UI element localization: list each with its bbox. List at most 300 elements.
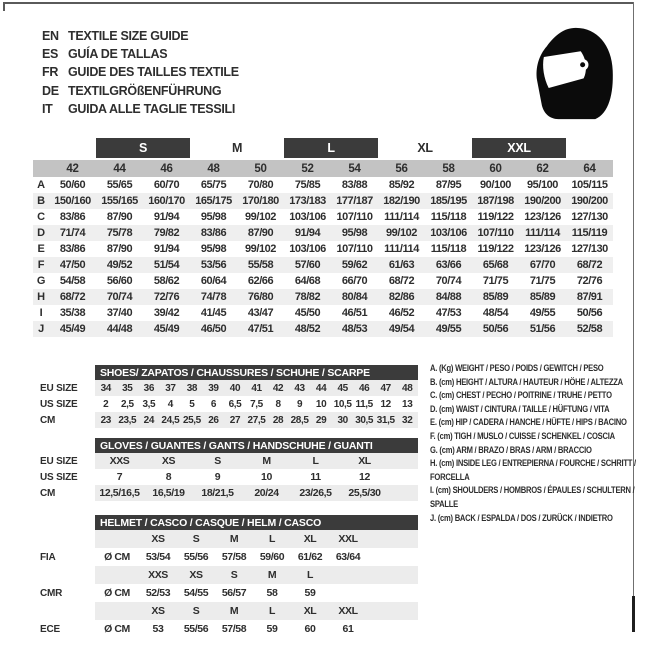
- size-table-body: [33, 177, 613, 337]
- gloves-row: [33, 485, 418, 501]
- legend-item: F. (cm) TIGH / MUSLO / CUISSE / SCHENKEL / COSCIA: [430, 430, 615, 442]
- size-value-cell: 78/82: [294, 291, 321, 303]
- shoes-value-cell: 12: [380, 398, 391, 410]
- shoes-row: [33, 412, 418, 428]
- size-value-cell: 71/75: [529, 275, 556, 287]
- size-value-cell: 103/106: [289, 211, 326, 223]
- gloves-value-cell: L: [312, 455, 319, 467]
- gloves-header-bar: GLOVES / GUANTES / GANTS / HANDSCHUHE / GUANTI: [95, 438, 418, 453]
- size-value-cell: 83/86: [59, 243, 86, 255]
- size-value-cell: 83/86: [59, 211, 86, 223]
- shoes-value-cell: 40: [229, 382, 241, 394]
- size-group-xl: XL: [417, 141, 433, 155]
- shoes-header-bar: SHOES/ ZAPATOS / CHAUSSURES / SCHUHE / SCARPE: [95, 365, 418, 380]
- scrollbar-thumb[interactable]: [632, 596, 635, 632]
- shoes-value-cell: 32: [402, 414, 413, 426]
- gloves-value-cell: 23/26,5: [299, 487, 332, 499]
- legend-item: D. (cm) WAIST / CINTURA / TAILLE / HÜFTUNG / VITA: [430, 403, 610, 415]
- size-column-header: 62: [536, 162, 549, 175]
- language-row: [42, 27, 239, 45]
- size-value-cell: 60/70: [153, 179, 180, 191]
- helmet-size-value: 57/58: [221, 551, 247, 563]
- shoes-value-cell: 30: [337, 414, 348, 426]
- shoes-value-cell: 37: [165, 382, 176, 394]
- shoes-value-cell: 35: [122, 382, 133, 394]
- size-value-cell: 50/56: [482, 323, 509, 335]
- size-value-cell: 65/75: [200, 179, 227, 191]
- size-value-cell: 74/78: [200, 291, 227, 303]
- size-value-cell: 155/165: [101, 195, 138, 207]
- size-value-cell: 68/72: [59, 291, 86, 303]
- helmet-size-header: XS: [151, 605, 165, 617]
- shoes-value-cell: 5: [189, 398, 195, 410]
- helmet-size-row-spacer: [33, 602, 95, 620]
- gloves-value-cell: XS: [161, 455, 176, 467]
- size-value-cell: 80/84: [341, 291, 368, 303]
- helmet-size-value: 59: [266, 623, 278, 635]
- language-code: EN: [42, 29, 59, 44]
- shoes-value-cell: 41: [251, 382, 262, 394]
- size-value-cell: 39/42: [153, 307, 180, 319]
- size-value-cell: 190/200: [524, 195, 561, 207]
- size-value-cell: 47/51: [247, 323, 274, 335]
- size-value-cell: 45/50: [294, 307, 321, 319]
- size-value-cell: 49/55: [435, 323, 462, 335]
- size-value-cell: 85/89: [482, 291, 509, 303]
- size-value-cell: 52/58: [576, 323, 603, 335]
- measurement-row: [33, 193, 613, 209]
- size-column-header: 42: [66, 162, 79, 175]
- size-value-cell: 127/130: [571, 211, 608, 223]
- size-group-row: [49, 138, 613, 158]
- helmet-size-header: XL: [303, 533, 317, 545]
- helmet-value-row: [33, 584, 418, 602]
- size-value-cell: 115/118: [430, 243, 467, 255]
- row-letter: I: [39, 307, 43, 319]
- language-title: GUÍA DE TALLAS: [68, 47, 168, 62]
- shoes-value-cell: 28,5: [290, 414, 309, 426]
- measurement-row: [33, 289, 613, 305]
- row-letter: G: [36, 275, 46, 287]
- helmet-size-header: M: [229, 533, 239, 545]
- size-value-cell: 75/85: [294, 179, 321, 191]
- size-value-cell: 185/195: [430, 195, 467, 207]
- size-value-cell: 51/54: [153, 259, 180, 271]
- gloves-rows: [33, 453, 418, 501]
- row-letter: E: [37, 243, 45, 255]
- helmet-size-value: 52/53: [145, 587, 171, 599]
- measurement-row: [33, 305, 613, 321]
- size-value-cell: 105/115: [571, 179, 608, 191]
- helmet-unit-label: Ø CM: [104, 623, 130, 635]
- shoes-value-cell: 13: [402, 398, 413, 410]
- helmet-size-header: L: [268, 533, 275, 545]
- shoes-value-cell: 10: [315, 398, 327, 410]
- helmet-unit-label: Ø CM: [104, 551, 130, 563]
- size-value-cell: 70/80: [247, 179, 274, 191]
- size-column-header: 56: [395, 162, 408, 175]
- language-code: FR: [42, 65, 59, 80]
- legend-item: B. (cm) HEIGHT / ALTURA / HAUTEUR / HÖHE / ALTEZZA: [430, 376, 623, 388]
- size-value-cell: 111/114: [384, 243, 419, 255]
- helmet-value-row: [33, 548, 418, 566]
- shoes-value-cell: 29: [315, 414, 327, 426]
- size-value-cell: 87/90: [106, 243, 133, 255]
- row-letter: D: [37, 227, 45, 239]
- shoes-value-cell: 23: [100, 414, 111, 426]
- helmet-size-headers: [95, 566, 418, 584]
- shoes-values: [95, 412, 418, 428]
- helmet-size-header: L: [268, 605, 275, 617]
- size-value-cell: 76/80: [247, 291, 274, 303]
- gloves-value-cell: 9: [214, 471, 221, 483]
- measurement-row: [33, 241, 613, 257]
- language-code: DE: [42, 83, 59, 98]
- gloves-row-label: EU SIZE: [40, 455, 78, 467]
- size-column-header: 46: [160, 162, 173, 175]
- shoes-value-cell: 2: [103, 398, 109, 410]
- size-value-cell: 71/74: [59, 227, 86, 239]
- shoes-value-cell: 4: [167, 398, 173, 410]
- size-group-s: S: [96, 138, 190, 158]
- gloves-value-cell: 20/24: [254, 487, 279, 499]
- size-value-cell: 87/90: [106, 211, 133, 223]
- legend-item: A. (Kg) WEIGHT / PESO / POIDS / GEWITCH / PESO: [430, 363, 604, 374]
- right-scrollbar-track: [633, 2, 634, 632]
- size-value-cell: 72/76: [576, 275, 603, 287]
- helmet-standard-label: FIA: [40, 551, 56, 563]
- measurement-row: [33, 225, 613, 241]
- size-value-cell: 187/198: [477, 195, 514, 207]
- helmet-size-header: XS: [151, 533, 165, 545]
- size-value-cell: 99/102: [245, 243, 276, 255]
- shoes-value-cell: 24,5: [161, 414, 180, 426]
- shoes-value-cell: 27: [229, 414, 241, 426]
- size-value-cell: 115/119: [571, 227, 608, 239]
- helmet-size-headers: [95, 530, 418, 548]
- size-column-header: 48: [207, 162, 220, 175]
- size-value-cell: 63/66: [435, 259, 462, 271]
- helmet-size-header: M: [267, 569, 277, 581]
- size-value-cell: 61/63: [388, 259, 415, 271]
- gloves-row: [33, 469, 418, 485]
- size-value-cell: 177/187: [336, 195, 373, 207]
- legend-item: I. (cm) SHOULDERS / HOMBROS / ÉPAULES / SCHULTERN / SPALLE: [430, 485, 635, 510]
- size-value-cell: 70/74: [106, 291, 133, 303]
- language-row: [42, 100, 239, 118]
- helmet-size-row: [33, 566, 418, 584]
- gloves-values: [95, 469, 418, 485]
- shoes-value-cell: 23,5: [118, 414, 137, 426]
- shoes-value-cell: 39: [208, 382, 219, 394]
- size-value-cell: 107/110: [477, 227, 514, 239]
- size-value-cell: 60/64: [200, 275, 227, 287]
- language-title: TEXTILE SIZE GUIDE: [68, 29, 189, 44]
- gloves-value-cell: 16,5/19: [152, 487, 185, 499]
- gloves-value-cell: 7: [116, 471, 123, 483]
- shoes-value-cell: 2,5: [120, 398, 134, 410]
- shoes-value-cell: 11,5: [355, 398, 373, 410]
- size-value-cell: 123/126: [524, 243, 561, 255]
- size-group-m: M: [231, 141, 243, 155]
- shoes-value-cell: 44: [315, 382, 327, 394]
- shoes-value-cell: 28: [272, 414, 284, 426]
- size-value-cell: 85/92: [388, 179, 415, 191]
- size-value-cell: 95/100: [527, 179, 558, 191]
- legend-item: J. (cm) BACK / ESPALDA / DOS / ZURÜCK / INDIETRO: [430, 512, 613, 524]
- gloves-value-cell: 10: [261, 471, 272, 483]
- gloves-value-cell: S: [214, 455, 221, 467]
- size-value-cell: 59/62: [341, 259, 368, 271]
- language-list: [42, 27, 239, 118]
- gloves-value-cell: 25,5/30: [348, 487, 381, 499]
- gloves-section: [33, 438, 418, 501]
- helmet-standard-label: CMR: [40, 587, 63, 599]
- helmet-standard-label: ECE: [40, 623, 60, 635]
- size-value-cell: 150/160: [54, 195, 91, 207]
- helmet-value-row: [33, 620, 418, 638]
- helmet-unit-label: Ø CM: [104, 587, 130, 599]
- shoes-value-cell: 45: [337, 382, 348, 394]
- helmet-size-header: XXL: [338, 605, 358, 617]
- helmet-size-row-spacer: [33, 566, 95, 584]
- size-value-cell: 119/122: [477, 211, 514, 223]
- size-column-header: 54: [348, 162, 361, 175]
- helmet-size-header: L: [306, 569, 313, 581]
- helmet-size-header: XXL: [338, 533, 358, 545]
- legend-item: C. (cm) CHEST / PECHO / POITRINE / TRUHE / PETTO: [430, 390, 612, 402]
- size-value-cell: 49/52: [106, 259, 133, 271]
- shoes-value-cell: 43: [294, 382, 305, 394]
- helmet-size-value: 59: [304, 587, 316, 599]
- size-value-cell: 115/118: [430, 211, 467, 223]
- size-value-cell: 119/122: [477, 243, 514, 255]
- helmet-size-row: [33, 602, 418, 620]
- size-value-cell: 43/47: [247, 307, 274, 319]
- shoes-values: [95, 396, 418, 412]
- helmet-size-headers: [95, 602, 418, 620]
- helmet-size-value: 53: [152, 623, 164, 635]
- helmet-size-value: 61/62: [297, 551, 323, 563]
- shoes-row-label: US SIZE: [40, 398, 78, 410]
- shoes-value-cell: 7,5: [250, 398, 263, 410]
- helmet-size-value: 56/57: [221, 587, 247, 599]
- textile-size-table: [33, 138, 613, 337]
- size-value-cell: 103/106: [289, 243, 326, 255]
- language-title: GUIDE DES TAILLES TEXTILE: [68, 65, 239, 80]
- size-value-cell: 50/60: [59, 179, 86, 191]
- language-code: IT: [42, 101, 53, 116]
- size-value-cell: 182/190: [383, 195, 420, 207]
- size-value-cell: 53/56: [200, 259, 227, 271]
- helmet-values: [95, 620, 418, 638]
- gloves-row: [33, 453, 418, 469]
- size-value-cell: 46/51: [341, 307, 368, 319]
- size-value-cell: 48/52: [294, 323, 321, 335]
- shoes-value-cell: 42: [272, 382, 284, 394]
- shoes-value-cell: 46: [358, 382, 370, 394]
- size-value-cell: 51/56: [529, 323, 556, 335]
- gloves-value-cell: 18/21,5: [201, 487, 234, 499]
- shoes-row: [33, 396, 418, 412]
- helmet-size-row-spacer: [33, 530, 95, 548]
- helmet-size-header: XXS: [148, 569, 168, 581]
- helmet-size-header: XS: [189, 569, 203, 581]
- shoes-value-cell: 9: [296, 398, 303, 410]
- row-letter: F: [37, 259, 45, 271]
- helmet-section: [33, 515, 418, 638]
- size-value-cell: 66/70: [341, 275, 368, 287]
- shoes-value-cell: 30,5: [355, 414, 374, 426]
- gloves-row-label: US SIZE: [40, 471, 78, 483]
- size-value-cell: 67/70: [529, 259, 556, 271]
- measurement-row: [33, 321, 613, 337]
- gloves-value-cell: 12,5/16,5: [99, 487, 140, 499]
- shoes-value-cell: 47: [380, 382, 391, 394]
- size-value-cell: 68/72: [388, 275, 415, 287]
- gloves-value-cell: 11: [310, 471, 321, 483]
- size-value-cell: 71/75: [482, 275, 509, 287]
- top-border: [3, 2, 634, 4]
- size-value-cell: 55/65: [106, 179, 133, 191]
- size-value-cell: 90/100: [480, 179, 511, 191]
- size-value-cell: 47/53: [435, 307, 462, 319]
- helmet-size-header: XL: [303, 605, 317, 617]
- gloves-value-cell: M: [262, 455, 271, 467]
- gloves-values: [95, 453, 418, 469]
- measurement-row: [33, 177, 613, 193]
- size-value-cell: 37/40: [106, 307, 133, 319]
- shoes-value-cell: 6,5: [228, 398, 242, 410]
- size-value-cell: 45/49: [59, 323, 86, 335]
- size-column-header: 44: [113, 162, 126, 175]
- size-value-cell: 95/98: [200, 243, 227, 255]
- shoes-value-cell: 10,5: [333, 398, 352, 410]
- size-value-cell: 123/126: [524, 211, 561, 223]
- shoes-row-label: CM: [40, 414, 56, 426]
- size-group-l: L: [284, 138, 378, 158]
- gloves-value-cell: 8: [165, 471, 172, 483]
- size-value-cell: 85/89: [529, 291, 556, 303]
- size-value-cell: 57/60: [294, 259, 321, 271]
- helmet-values: [95, 584, 418, 602]
- size-value-cell: 56/60: [106, 275, 133, 287]
- row-letter: C: [37, 211, 45, 223]
- size-value-cell: 107/110: [336, 243, 373, 255]
- shoes-value-cell: 8: [275, 398, 281, 410]
- size-value-cell: 44/48: [106, 323, 133, 335]
- language-title: GUIDA ALLE TAGLIE TESSILI: [68, 101, 236, 116]
- size-value-cell: 111/114: [384, 211, 419, 223]
- language-code: ES: [42, 47, 59, 62]
- helmet-size-value: 57/58: [221, 623, 247, 635]
- helmet-size-value: 59/60: [259, 551, 285, 563]
- language-row: [42, 45, 239, 63]
- size-value-cell: 87/95: [435, 179, 462, 191]
- helmet-size-value: 55/56: [183, 551, 209, 563]
- legend-item: H. (cm) INSIDE LEG / ENTREPIERNA / FOURCHE / SCHRITT / FORCELLA: [430, 458, 636, 483]
- size-value-cell: 99/102: [245, 211, 276, 223]
- size-value-cell: 64/68: [294, 275, 321, 287]
- shoes-row: [33, 380, 418, 396]
- helmet-size-header: S: [230, 569, 238, 581]
- row-letter: B: [37, 195, 45, 207]
- size-value-cell: 58/62: [153, 275, 180, 287]
- size-value-cell: 103/106: [430, 227, 467, 239]
- size-value-cell: 65/68: [482, 259, 509, 271]
- size-value-cell: 87/91: [576, 291, 603, 303]
- measurement-row: [33, 273, 613, 289]
- row-letter: J: [38, 323, 44, 335]
- helmet-rows: [33, 530, 418, 638]
- shoes-value-cell: 38: [186, 382, 198, 394]
- shoes-value-cell: 31,5: [376, 414, 395, 426]
- gloves-value-cell: XXS: [109, 455, 130, 467]
- size-column-header-row: [33, 160, 613, 177]
- size-value-cell: 48/53: [341, 323, 368, 335]
- size-column-header: 52: [301, 162, 314, 175]
- size-value-cell: 170/180: [242, 195, 279, 207]
- size-value-cell: 83/86: [200, 227, 227, 239]
- size-value-cell: 83/88: [341, 179, 368, 191]
- size-value-cell: 99/102: [386, 227, 417, 239]
- size-value-cell: 48/54: [482, 307, 509, 319]
- helmet-size-row: [33, 530, 418, 548]
- size-value-cell: 82/86: [388, 291, 415, 303]
- helmet-size-value: 58: [266, 587, 278, 599]
- size-value-cell: 91/94: [153, 211, 180, 223]
- size-value-cell: 75/78: [106, 227, 133, 239]
- size-value-cell: 46/52: [388, 307, 415, 319]
- gloves-row-label: CM: [40, 487, 56, 499]
- shoes-value-cell: 34: [100, 382, 111, 394]
- helmet-values: [95, 548, 418, 566]
- size-value-cell: 111/114: [525, 227, 560, 239]
- size-value-cell: 79/82: [153, 227, 180, 239]
- size-value-cell: 95/98: [200, 211, 227, 223]
- gloves-value-cell: 12: [359, 471, 370, 483]
- size-value-cell: 35/38: [59, 307, 86, 319]
- shoes-rows: [33, 380, 418, 428]
- helmet-size-value: 60: [304, 623, 316, 635]
- size-value-cell: 190/200: [571, 195, 608, 207]
- size-value-cell: 72/76: [153, 291, 180, 303]
- measurement-legend: [430, 362, 636, 525]
- measurement-row: [33, 209, 613, 225]
- shoes-value-cell: 6: [210, 398, 216, 410]
- helmet-size-header: S: [192, 533, 200, 545]
- left-border-stub: [3, 2, 5, 11]
- shoes-value-cell: 36: [143, 382, 154, 394]
- size-value-cell: 173/183: [289, 195, 326, 207]
- shoes-value-cell: 24: [143, 414, 154, 426]
- size-value-cell: 87/90: [247, 227, 274, 239]
- helmet-icon: [527, 25, 615, 122]
- shoes-row-label: EU SIZE: [40, 382, 78, 394]
- size-value-cell: 91/94: [153, 243, 180, 255]
- helmet-header-bar: HELMET / CASCO / CASQUE / HELM / CASCO: [95, 515, 418, 530]
- size-value-cell: 49/55: [529, 307, 556, 319]
- size-value-cell: 62/66: [247, 275, 274, 287]
- size-value-cell: 41/45: [200, 307, 227, 319]
- shoes-value-cell: 25,5: [182, 414, 201, 426]
- size-value-cell: 107/110: [336, 211, 373, 223]
- legend-item: E. (cm) HIP / CADERA / HANCHE / HÜFTE / HIPS / BACINO: [430, 417, 627, 429]
- size-column-header: 58: [442, 162, 455, 175]
- row-letter: A: [37, 179, 45, 191]
- size-value-cell: 70/74: [435, 275, 462, 287]
- shoes-value-cell: 27,5: [247, 414, 266, 426]
